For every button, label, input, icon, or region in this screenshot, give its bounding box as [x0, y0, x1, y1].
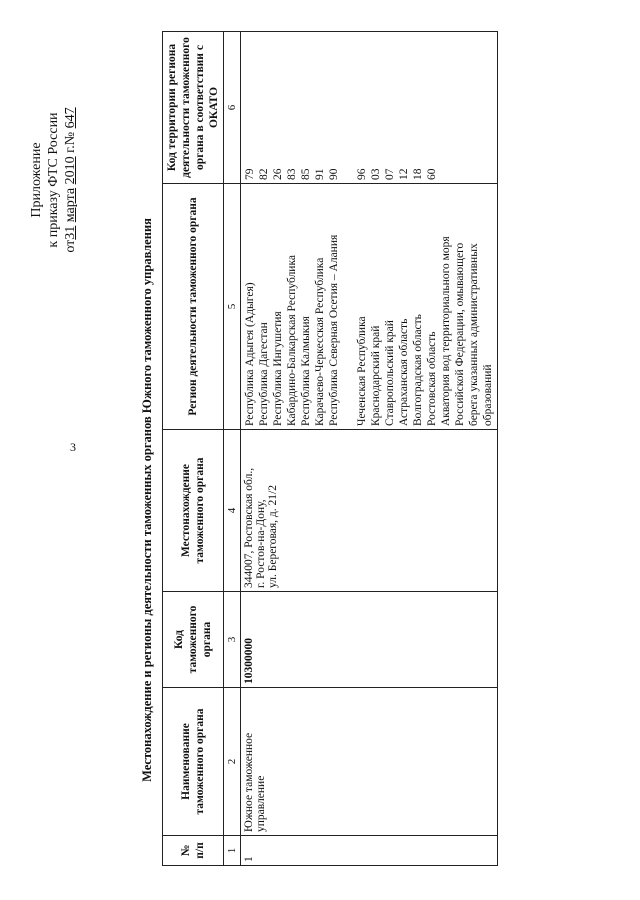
appendix-line1: Приложение: [29, 142, 44, 218]
column-number-row: [224, 32, 241, 866]
date-suffix: г.№: [63, 131, 78, 153]
location-line: 344007, Ростовская обл.,: [243, 467, 255, 588]
okato-code: 03: [370, 168, 382, 180]
region-item: Ростовская область: [426, 331, 438, 426]
region-item: Российской Федерации, омывающего: [454, 242, 466, 426]
order-number: 647: [63, 107, 78, 129]
location-line: г. Ростов-на-Дону,: [255, 499, 267, 588]
rotated-page: [20, 20, 620, 880]
region-item: Ставропольский край: [384, 320, 396, 426]
header-name: Наименование таможенного органа: [163, 688, 224, 836]
document-title: Местонахождение и регионы деятельности таможенных органов Южного таможенного управления: [140, 218, 154, 782]
okato-code: 60: [426, 168, 438, 180]
date-month: марта: [63, 187, 78, 223]
region-item: Акватория вод территориального моря: [440, 236, 452, 426]
row-regions: [241, 184, 498, 430]
okato-code: 91: [314, 168, 326, 180]
row-code: 10300000: [241, 592, 498, 688]
header-okato: Код территории региона деятельности таможенного органа в соответствии с ОКАТО: [163, 32, 224, 184]
region-item: Кабардино-Балкарская Республика: [286, 255, 298, 426]
date-prefix: от: [63, 239, 78, 253]
region-item: Волгоградская область: [412, 314, 424, 426]
row-okato: [241, 32, 498, 184]
okato-code: 82: [258, 168, 270, 180]
region-item: Республика Ингушетия: [272, 311, 284, 426]
column-number: 2: [224, 688, 241, 836]
appendix-line2: к приказу ФТС России: [46, 112, 61, 248]
header-num: № п/п: [163, 836, 224, 866]
row-location: [241, 430, 498, 592]
header-location: Местонахождение таможенного органа: [163, 430, 224, 592]
region-spacer: [341, 187, 355, 426]
page-number: 3: [70, 440, 76, 454]
region-item: Республика Северная Осетия – Алания: [328, 234, 340, 426]
okato-code: 85: [300, 168, 312, 180]
okato-code: 18: [412, 168, 424, 180]
column-number: 1: [224, 836, 241, 866]
location-line: ул. Береговая, д. 21/2: [267, 485, 279, 588]
okato-code: 79: [244, 168, 256, 180]
column-number: 4: [224, 430, 241, 592]
region-item: Краснодарский край: [370, 325, 382, 426]
date-day: 31: [63, 225, 78, 240]
column-number: 6: [224, 32, 241, 184]
customs-table: [162, 31, 498, 866]
okato-code: 96: [356, 168, 368, 180]
column-number: 3: [224, 592, 241, 688]
row-name: Южное таможенное управление: [241, 688, 498, 836]
region-item: Астраханская область: [398, 318, 410, 426]
table-row: [241, 32, 498, 866]
region-item: Республика Адыгея (Адыгея): [244, 282, 256, 426]
okato-code: 90: [328, 168, 340, 180]
row-num: 1: [241, 836, 498, 866]
okato-code: 07: [384, 168, 396, 180]
column-number: 5: [224, 184, 241, 430]
appendix-date: [62, 40, 79, 320]
okato-spacer: [341, 35, 355, 180]
region-item: берега указанных административных: [468, 243, 480, 426]
header-row: [163, 32, 224, 866]
header-code: Код таможенного органа: [163, 592, 224, 688]
region-item: Республика Дагестан: [258, 322, 270, 426]
region-item: Республика Калмыкия: [300, 316, 312, 426]
region-item: Чеченская Республика: [356, 316, 368, 426]
appendix-header: [28, 40, 79, 320]
okato-code: 12: [398, 168, 410, 180]
region-item: образований: [482, 364, 494, 426]
okato-code: 26: [272, 168, 284, 180]
region-item: Карачаево-Черкесская Республика: [314, 257, 326, 426]
header-region: Регион деятельности таможенного органа: [163, 184, 224, 430]
date-year: 2010: [63, 156, 78, 185]
okato-code: 83: [286, 168, 298, 180]
